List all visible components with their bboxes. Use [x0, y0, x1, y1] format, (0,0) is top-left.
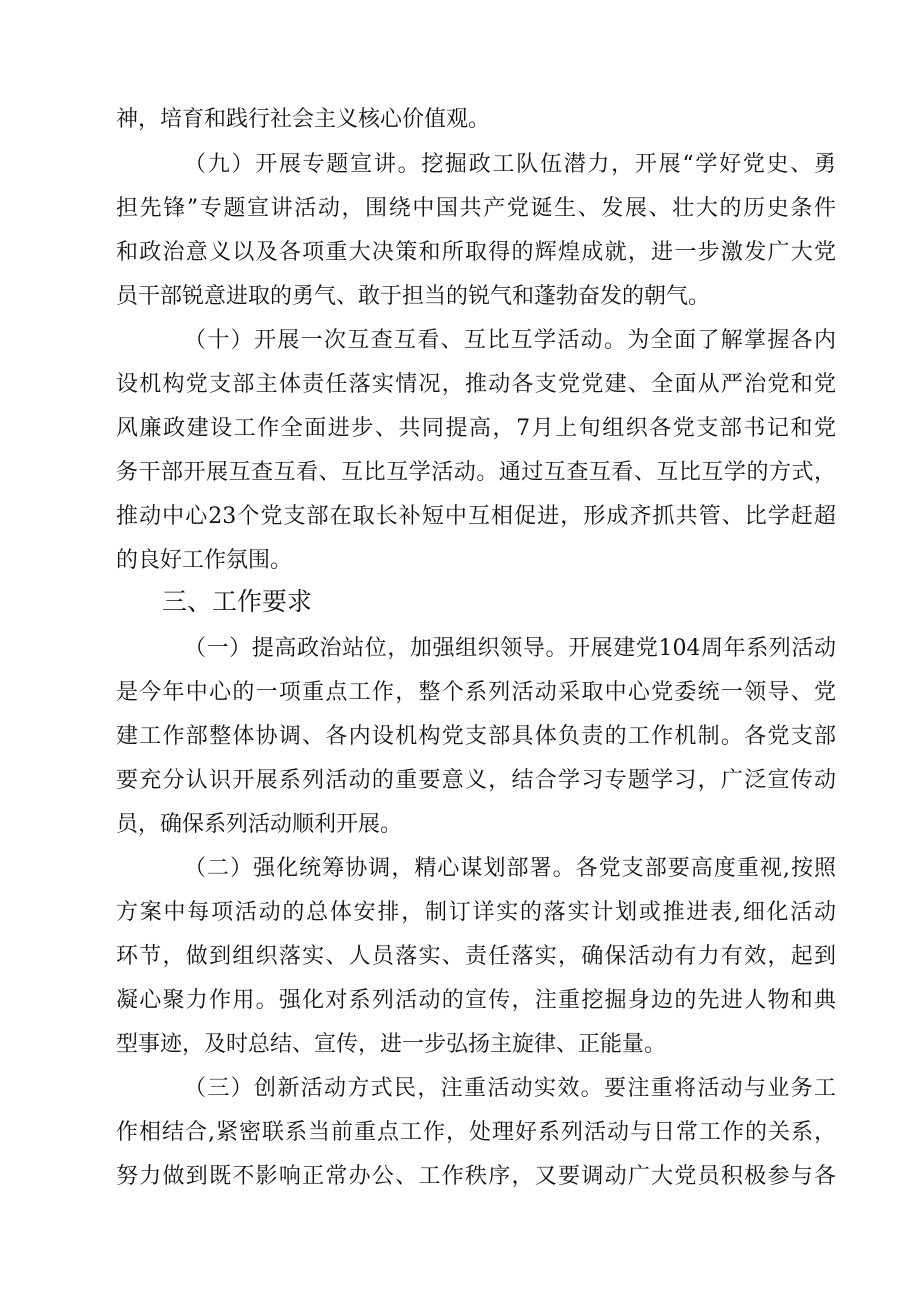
requirement-one-line-1: （一）提高政治站位，加强组织领导。开展建党104周年系列活动: [184, 636, 836, 661]
text-line: 建工作部整体协调、各内设机构党支部具体负责的工作机制。各党支部: [116, 724, 836, 749]
text-line: 型事迹，及时总结、宣传，进一步弘扬主旋律、正能量。: [116, 1032, 667, 1057]
text-line: 的良好工作氛围。: [116, 548, 293, 573]
text-line: 努力做到既不影响正常办公、工作秩序，又要调动广大党员积极参与各: [116, 1164, 836, 1189]
section-heading: 三、工作要求: [162, 587, 313, 616]
text-line: 设机构党支部主体责任落实情况，推动各支党党建、全面从严治党和党: [116, 372, 836, 397]
text-line: 推动中心23个党支部在取长补短中互相促进，形成齐抓共管、比学赶超: [116, 504, 836, 529]
text-line: 担先锋”专题宣讲活动，围绕中国共产党诞生、发展、壮大的历史条件: [116, 196, 836, 221]
text-line: 作相结合,紧密联系当前重点工作，处理好系列活动与日常工作的关系，: [116, 1120, 836, 1145]
text-line: 是今年中心的一项重点工作，整个系列活动采取中心党委统一领导、党: [116, 680, 836, 705]
text-line: 环节，做到组织落实、人员落实、责任落实，确保活动有力有效，起到: [116, 944, 836, 969]
text-line: 神，培育和践行社会主义核心价值观。: [116, 107, 491, 132]
text-line: 凝心聚力作用。强化对系列活动的宣传，注重挖掘身边的先进人物和典: [116, 988, 836, 1013]
requirement-two-line-1: （二）强化统筹协调，精心谋划部署。各党支部要高度重视,按照: [184, 856, 836, 881]
text-line: 风廉政建设工作全面进步、共同提高，7月上旬组织各党支部书记和党: [116, 416, 836, 441]
text-line: 方案中每项活动的总体安排，制订详实的落实计划或推进表,细化活动: [116, 900, 836, 925]
text-line: 务干部开展互查互看、互比互学活动。通过互查互看、互比互学的方式，: [116, 460, 836, 485]
text-line: 员干部锐意进取的勇气、敢于担当的锐气和蓬勃奋发的朝气。: [116, 284, 711, 309]
requirement-three-line-1: （三）创新活动方式民，注重活动实效。要注重将活动与业务工: [184, 1076, 836, 1101]
text-line: 员，确保系列活动顺利开展。: [116, 812, 403, 837]
paragraph-nine-line-1: （九）开展专题宣讲。挖掘政工队伍潜力，开展“学好党史、勇: [184, 152, 836, 177]
text-line: 和政治意义以及各项重大决策和所取得的辉煌成就，进一步激发广大党: [116, 240, 836, 265]
text-line: 要充分认识开展系列活动的重要意义，结合学习专题学习，广泛宣传动: [116, 768, 836, 793]
paragraph-ten-line-1: （十）开展一次互查互看、互比互学活动。为全面了解掌握各内: [184, 328, 836, 353]
